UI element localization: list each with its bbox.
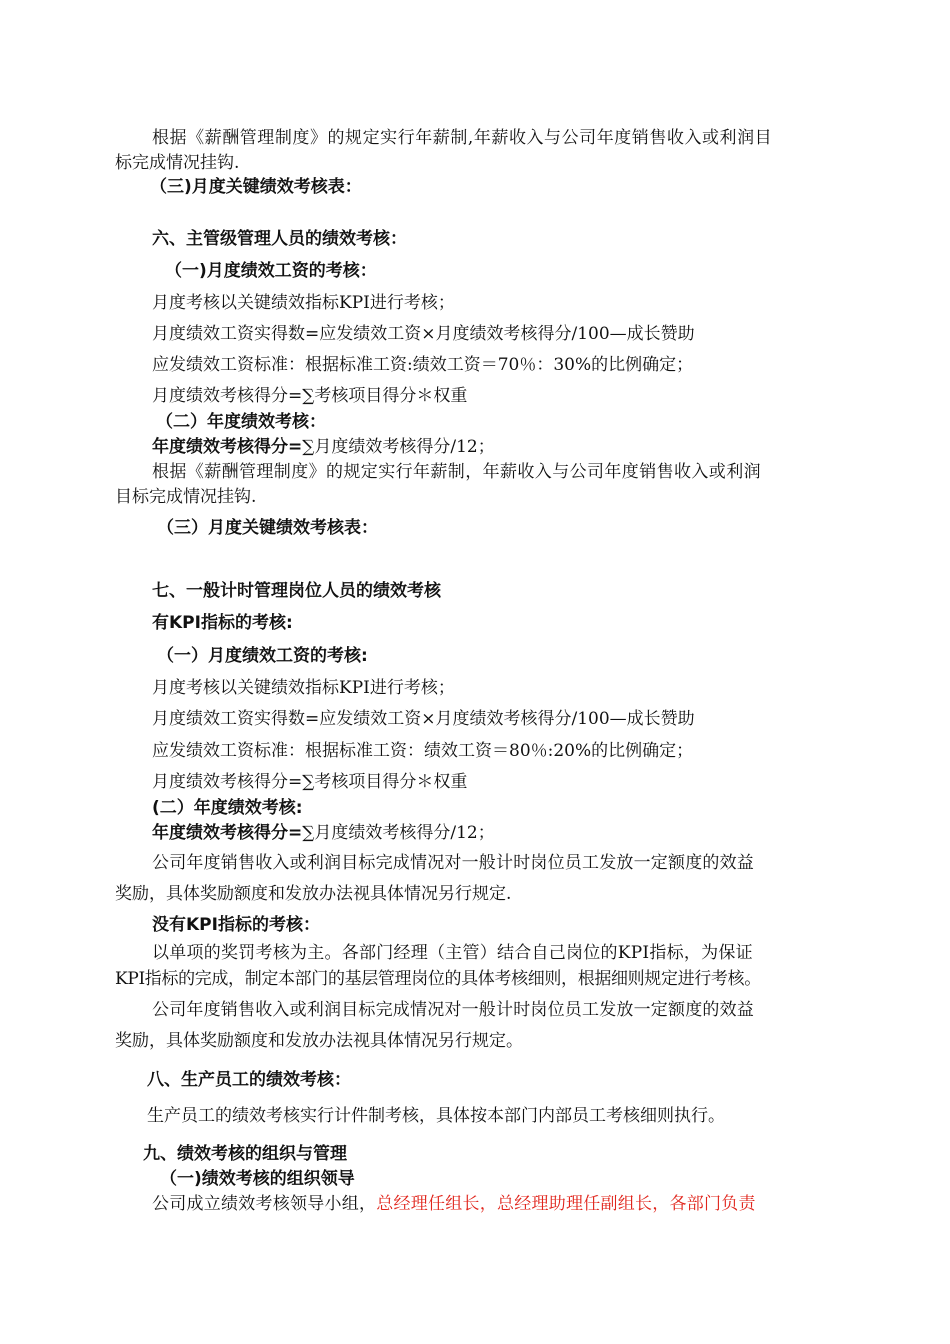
- highlighted-text: 总经理任组长，总经理助理任副组长，各部门负责: [376, 1194, 756, 1214]
- paragraph-line: 以单项的奖罚考核为主。各部门经理（主管）结合自己岗位的KPI指标，为保证: [152, 943, 753, 963]
- section-heading: 六、主管级管理人员的绩效考核：: [152, 229, 407, 249]
- paragraph-line: 目标完成情况挂钩.: [115, 487, 257, 507]
- paragraph-line: 公司年度销售收入或利润目标完成情况对一般计时岗位员工发放一定额度的效益: [152, 1000, 754, 1020]
- section-heading: 七、一般计时管理岗位人员的绩效考核: [152, 581, 441, 601]
- section-heading: 九、绩效考核的组织与管理: [143, 1144, 347, 1164]
- paragraph-line: [152, 436, 495, 458]
- section-heading: 八、生产员工的绩效考核：: [147, 1070, 351, 1090]
- paragraph-line: 月度绩效工资实得数=应发绩效工资×月度绩效考核得分/100—成长赞助: [152, 709, 695, 729]
- paragraph-line: KPI指标的完成，制定本部门的基层管理岗位的具体考核细则，根据细则规定进行考核。: [115, 969, 761, 989]
- paragraph-line: 生产员工的绩效考核实行计件制考核，具体按本部门内部员工考核细则执行。: [147, 1106, 725, 1126]
- plain-text: 公司成立绩效考核领导小组，: [152, 1194, 377, 1214]
- formula-text: ∑月度绩效考核得分/12；: [302, 437, 495, 457]
- paragraph-line: 月度绩效工资实得数=应发绩效工资×月度绩效考核得分/100—成长赞助: [152, 324, 695, 344]
- sub-heading: 没有KPI指标的考核：: [152, 915, 320, 935]
- sub-heading: （一）月度绩效工资的考核:: [157, 646, 368, 666]
- paragraph-line: 月度绩效考核得分=∑考核项目得分＊权重: [152, 772, 468, 792]
- paragraph-line: 应发绩效工资标准：根据标准工资:绩效工资＝70％：30%的比例确定；: [152, 355, 694, 375]
- paragraph-line: 标完成情况挂钩.: [115, 153, 240, 173]
- sub-heading: （三）月度关键绩效考核表：: [157, 518, 378, 538]
- paragraph-line: 月度考核以关键绩效指标KPI进行考核；: [152, 678, 455, 698]
- sub-heading: （三)月度关键绩效考核表：: [150, 177, 362, 197]
- paragraph-line: 应发绩效工资标准：根据标准工资：绩效工资＝80％:20%的比例确定；: [152, 741, 694, 761]
- paragraph-line: 根据《薪酬管理制度》的规定实行年薪制，年薪收入与公司年度销售收入或利润: [152, 462, 761, 482]
- sub-heading: （二）年度绩效考核：: [156, 412, 326, 432]
- paragraph-line: 根据《薪酬管理制度》的规定实行年薪制,年薪收入与公司年度销售收入或利润目: [152, 128, 773, 148]
- sub-heading: （一)绩效考核的组织领导: [160, 1169, 355, 1189]
- bold-label: 年度绩效考核得分=: [152, 823, 303, 843]
- bold-label: 年度绩效考核得分=: [152, 437, 303, 457]
- paragraph-line: 月度绩效考核得分=∑考核项目得分＊权重: [152, 386, 468, 406]
- sub-heading: 有KPI指标的考核:: [152, 613, 293, 633]
- paragraph-line: 月度考核以关键绩效指标KPI进行考核；: [152, 293, 455, 313]
- sub-heading: (二）年度绩效考核:: [152, 798, 303, 818]
- paragraph-line: 奖励，具体奖励额度和发放办法视具体情况另行规定。: [115, 1031, 523, 1051]
- formula-text: ∑月度绩效考核得分/12；: [302, 823, 495, 843]
- paragraph-line: [152, 1193, 756, 1215]
- paragraph-line: 奖励，具体奖励额度和发放办法视具体情况另行规定.: [115, 884, 512, 904]
- paragraph-line: 公司年度销售收入或利润目标完成情况对一般计时岗位员工发放一定额度的效益: [152, 853, 754, 873]
- paragraph-line: [152, 822, 495, 844]
- sub-heading: （一)月度绩效工资的考核：: [165, 261, 377, 281]
